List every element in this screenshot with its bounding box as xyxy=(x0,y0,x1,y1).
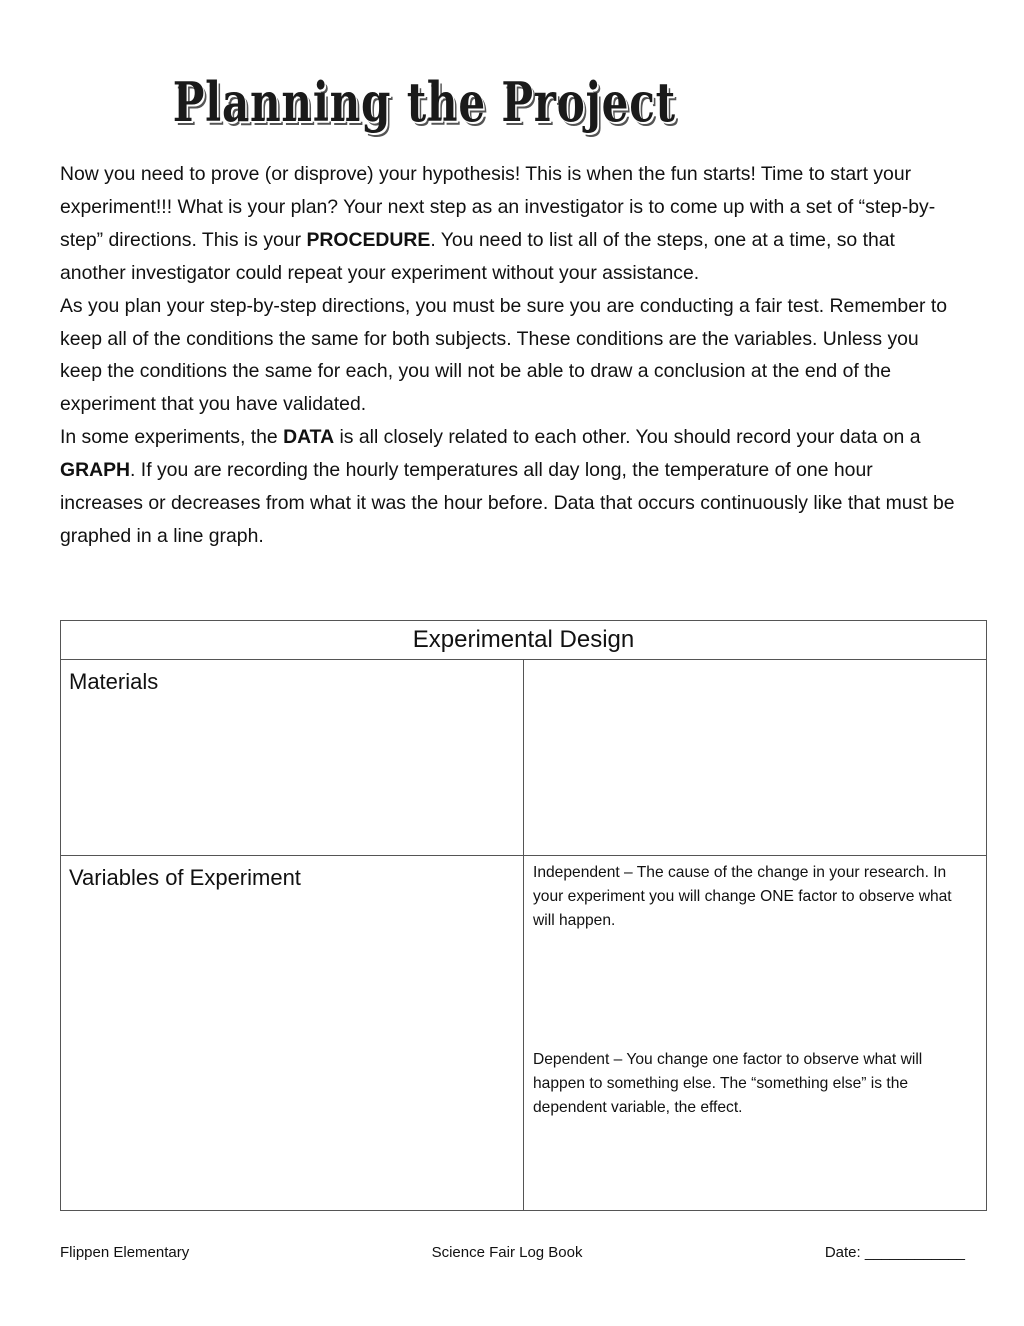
paragraph-fair-test: As you plan your step-by-step directions, you must be sure you are conducting a fair test. Remember to keep all of the conditions the same for both subjects. These conditions are the variables. Unless you keep the conditions the same for each, you will not be able to draw a conclusion at the end of the experiment that you have validated. xyxy=(60,294,948,416)
variables-label: Variables of Experiment xyxy=(61,856,524,1211)
independent-answer-space[interactable] xyxy=(533,933,977,1048)
footer-school: Flippen Elementary xyxy=(60,1244,190,1261)
table-heading: Experimental Design xyxy=(61,621,987,660)
footer-date: Date: ____________ xyxy=(824,1244,965,1261)
experimental-design-table xyxy=(60,620,987,1211)
footer-book-title: Science Fair Log Book xyxy=(431,1244,583,1261)
independent-variable-text: Independent – The cause of the change in your research. In your experiment you will change ONE factor to observe what will happen. xyxy=(533,864,952,929)
page-title: Planning the Project xyxy=(172,70,676,134)
procedure-keyword: PROCEDURE xyxy=(306,228,431,251)
graph-keyword: GRAPH xyxy=(60,459,131,482)
materials-label: Materials xyxy=(61,660,524,856)
page-footer xyxy=(60,1244,965,1261)
materials-entry-cell[interactable] xyxy=(524,660,987,856)
dependent-variable-text: Dependent – You change one factor to observe what will happen to something else. The “something else” is the dependent variable, the effect. xyxy=(533,1051,923,1116)
variables-entry-cell[interactable] xyxy=(524,856,987,1211)
paragraph-procedure: Now you need to prove (or disprove) your hypothesis! This is when the fun starts! Time to start your experiment!!! What is your plan? Your next step as an investigator is to come up with a set of “step-by-step” directions. This is your PROCEDURE. You need to list all of the steps, one at a time, so that another investigator could repeat your experiment without your assistance. xyxy=(60,163,936,284)
paragraph-data: In some experiments, the DATA is all closely related to each other. You should record your data on a GRAPH. If you are recording the hourly temperatures all day long, the temperature of one hour increases or decreases from what it was the hour before. Data that occurs continuously like that must be graphed in a line graph. xyxy=(60,426,955,547)
instructions-text xyxy=(60,158,960,553)
data-keyword: DATA xyxy=(283,426,335,449)
